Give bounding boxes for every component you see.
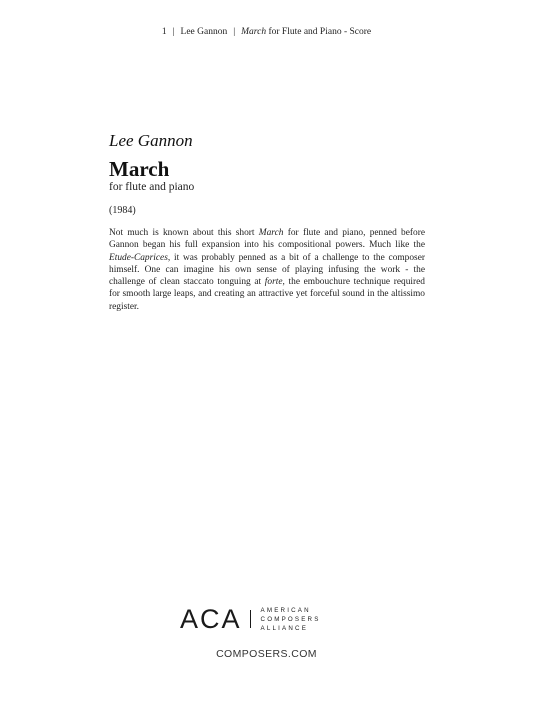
- logo-wordmark: [261, 606, 321, 633]
- page-number: 1: [161, 27, 167, 37]
- logo-divider: [250, 610, 251, 628]
- header-separator: |: [172, 27, 175, 37]
- logo-line: AMERICAN: [260, 606, 311, 614]
- note-text: Not much is known about this short: [109, 228, 259, 238]
- header-title-italic: March: [241, 27, 267, 37]
- logo-line: ALLIANCE: [260, 624, 309, 632]
- note-italic: Etude-Caprices: [109, 252, 168, 263]
- note-text: , the embouchure technique required for smooth large leaps, and creating an attractive yet forceful sound in the altissimo register.: [109, 277, 425, 312]
- work-title: March: [109, 157, 170, 181]
- composer-name: Lee Gannon: [109, 131, 193, 150]
- header-separator: |: [233, 27, 236, 37]
- running-header: [0, 27, 533, 37]
- header-composer: Lee Gannon: [180, 27, 228, 37]
- note-italic: March: [258, 228, 284, 238]
- composition-year: (1984): [109, 205, 136, 216]
- note-text: , it was probably penned as a bit of a challenge to the composer himself. One can imagine his own sense of playing infusing the work - the challenge of clean staccato tonguing at: [109, 252, 425, 288]
- instrumentation: for flute and piano: [109, 181, 195, 193]
- logo-mark: ACA: [180, 604, 242, 634]
- logo-line: COMPOSERS: [260, 615, 321, 623]
- note-text: for flute and piano, penned before Gannon began his full expansion into his compositional powers. Much like the: [109, 228, 425, 251]
- work-info: [109, 131, 425, 313]
- website-link[interactable]: COMPOSERS.COM: [216, 648, 317, 660]
- program-note: [109, 227, 425, 313]
- header-title-rest: for Flute and Piano - Score: [266, 27, 372, 37]
- note-italic: forte: [264, 277, 283, 288]
- aca-logo: [180, 604, 321, 634]
